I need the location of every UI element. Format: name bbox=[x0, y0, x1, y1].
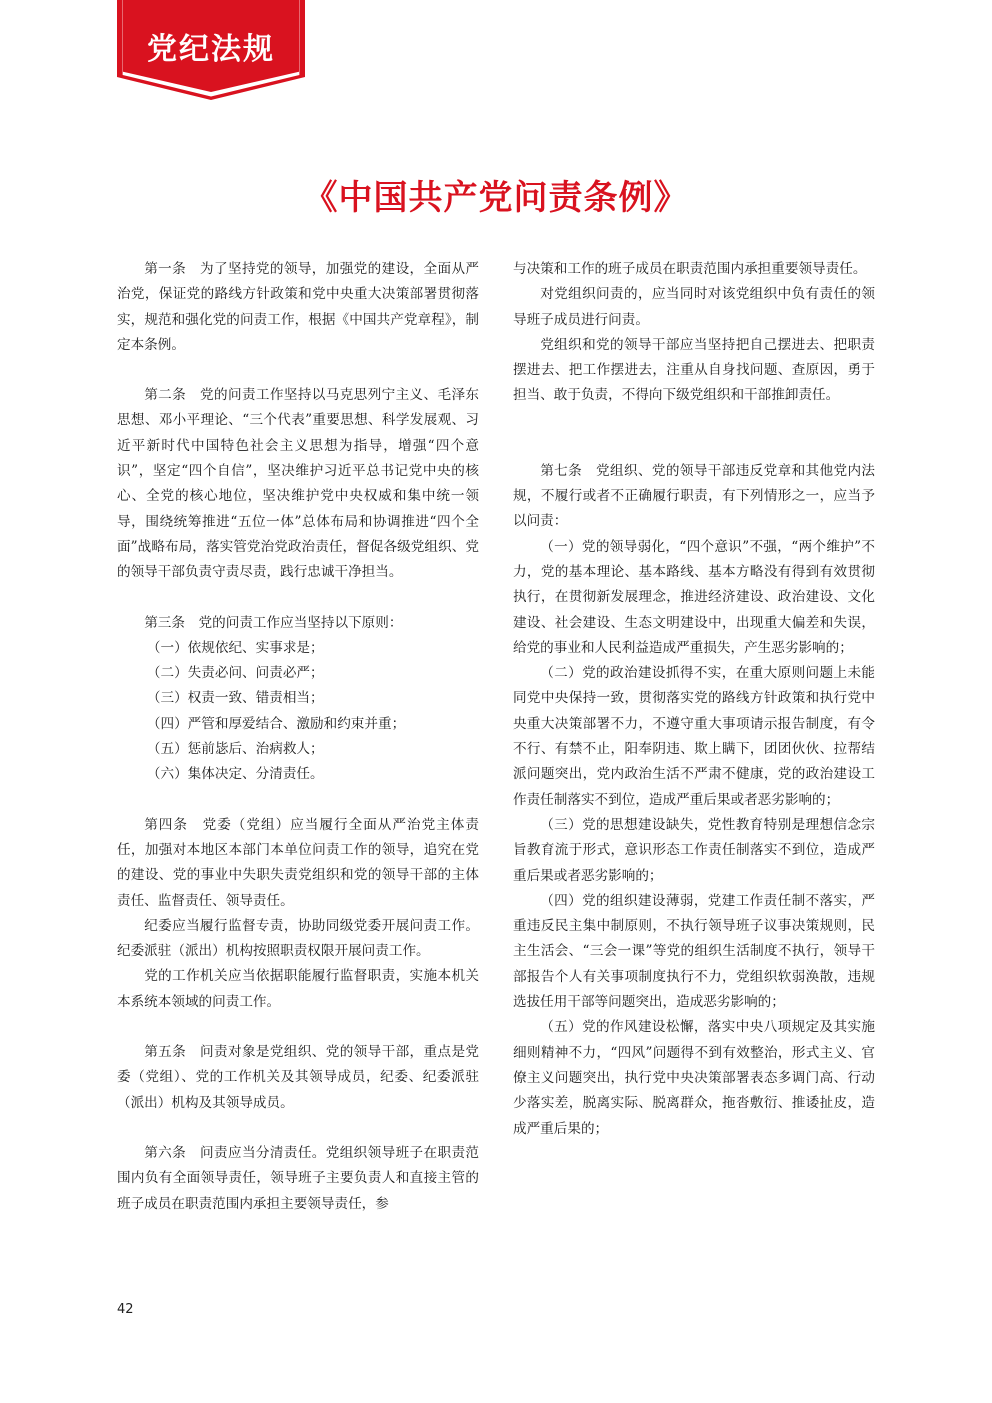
article-3-principle-5: （五）惩前毖后、治病救人； bbox=[146, 741, 324, 758]
paragraph-gap bbox=[513, 434, 875, 459]
article-6: 第六条 问责应当分清责任。党组织领导班子在职责范围内负有全面领导责任，领导班子主要负责人和直接主管的班子成员在职责范围内承担主要领导责任，参 bbox=[117, 1144, 479, 1212]
article-7-item-5: （五）党的作风建设松懈，落实中央八项规定及其实施细则精神不力，“四风”问题得不到有效整治，形式主义、官僚主义问题突出，执行党中央决策部署表态多调门高、行动少落实差，脱离实际、脱离群众，拖沓敷衍、推诿扯皮，造成严重后果的； bbox=[513, 1019, 875, 1137]
paragraph-gap bbox=[513, 409, 875, 434]
article-3: 第三条 党的问责工作应当坚持以下原则： bbox=[144, 614, 403, 631]
article-3-principle-3: （三）权责一致、错责相当； bbox=[146, 690, 324, 707]
article-7-item-4: （四）党的组织建设薄弱，党建工作责任制不落实，严重违反民主集中制原则，不执行领导班子议事决策规则，民主生活会、“三会一课”等党的组织生活制度不执行，领导干部报告个人有关事项制度执行不力，党组织软弱涣散，违规选拔任用干部等问题突出，造成恶劣影响的； bbox=[513, 892, 875, 1011]
right-column bbox=[513, 257, 875, 1142]
article-7: 第七条 党组织、党的领导干部违反党章和其他党内法规，不履行或者不正确履行职责，有下列情形之一，应当予以问责： bbox=[513, 462, 875, 530]
paragraph-gap bbox=[117, 788, 479, 813]
left-column bbox=[117, 257, 479, 1217]
article-6-paragraph-2: 对党组织问责的，应当同时对该党组织中负有责任的领导班子成员进行问责。 bbox=[513, 286, 875, 328]
article-4-paragraph-3: 党的工作机关应当依据职能履行监督职责，实施本机关本系统本领域的问责工作。 bbox=[117, 968, 479, 1010]
article-6-paragraph-3: 党组织和党的领导干部应当坚持把自己摆进去、把职责摆进去、把工作摆进去，注重从自身找问题、查原因，勇于担当、敢于负责，不得向下级党组织和干部推卸责任。 bbox=[513, 336, 875, 404]
article-3-principle-1: （一）依规依纪、实事求是； bbox=[146, 639, 324, 656]
article-2: 第二条 党的问责工作坚持以马克思列宁主义、毛泽东思想、邓小平理论、“三个代表”重要思想、科学发展观、习近平新时代中国特色社会主义思想为指导，增强“四个意识”，坚定“四个自信”，坚决维护习近平总书记党中央的核心、全党的核心地位，坚决维护党中央权威和集中统一领导，围绕统筹推进“五位一体”总体布局和协调推进“四个全面”战略布局，落实管党治党政治责任，督促各级党组织、党的领导干部负责守责尽责，践行忠诚干净担当。 bbox=[117, 387, 479, 581]
paragraph-gap bbox=[117, 1116, 479, 1141]
paragraph-gap bbox=[117, 358, 479, 383]
article-7-item-3: （三）党的思想建设缺失，党性教育特别是理想信念宗旨教育流于形式，意识形态工作责任制落实不到位，造成严重后果或者恶劣影响的； bbox=[513, 816, 875, 884]
section-tag: 党纪法规 bbox=[147, 32, 275, 67]
document-title: 《中国共产党问责条例》 bbox=[303, 178, 689, 218]
page-number: 42 bbox=[117, 1302, 134, 1317]
article-4: 第四条 党委（党组）应当履行全面从严治党主体责任，加强对本地区本部门本单位问责工作的领导，追究在党的建设、党的事业中失职失责党组织和党的领导干部的主体责任、监督责任、领导责任。 bbox=[117, 816, 479, 909]
article-4-paragraph-2: 纪委应当履行监督专责，协助同级党委开展问责工作。纪委派驻（派出）机构按照职责权限开展问责工作。 bbox=[117, 917, 479, 960]
article-7-item-2: （二）党的政治建设抓得不实，在重大原则问题上未能同党中央保持一致，贯彻落实党的路线方针政策和执行党中央重大决策部署不力，不遵守重大事项请示报告制度，有令不行、有禁不止，阳奉阴违、欺上瞒下，团团伙伙、拉帮结派问题突出，党内政治生活不严肃不健康，党的政治建设工作责任制落实不到位，造成严重后果或者恶劣影响的； bbox=[513, 665, 875, 808]
article-3-principle-6: （六）集体决定、分清责任。 bbox=[146, 766, 324, 783]
article-5: 第五条 问责对象是党组织、党的领导干部，重点是党委（党组）、党的工作机关及其领导成员，纪委、纪委派驻（派出）机构及其领导成员。 bbox=[117, 1044, 479, 1111]
article-1: 第一条 为了坚持党的领导，加强党的建设，全面从严治党，保证党的路线方针政策和党中央重大决策部署贯彻落实，规范和强化党的问责工作，根据《中国共产党章程》，制定本条例。 bbox=[117, 261, 479, 353]
article-6-continued: 与决策和工作的班子成员在职责范围内承担重要领导责任。 bbox=[513, 261, 867, 277]
paragraph-gap bbox=[117, 1015, 479, 1040]
article-3-principle-2: （二）失责必问、问责必严； bbox=[146, 665, 324, 682]
article-3-principle-4: （四）严管和厚爱结合、激励和约束并重； bbox=[146, 715, 406, 732]
paragraph-gap bbox=[117, 586, 479, 611]
article-7-item-1: （一）党的领导弱化，“四个意识”不强，“两个维护”不力，党的基本理论、基本路线、基本方略没有得到有效贯彻执行，在贯彻新发展理念，推进经济建设、政治建设、文化建设、社会建设、生态文明建设中，出现重大偏差和失误，给党的事业和人民利益造成严重损失，产生恶劣影响的； bbox=[513, 538, 875, 656]
